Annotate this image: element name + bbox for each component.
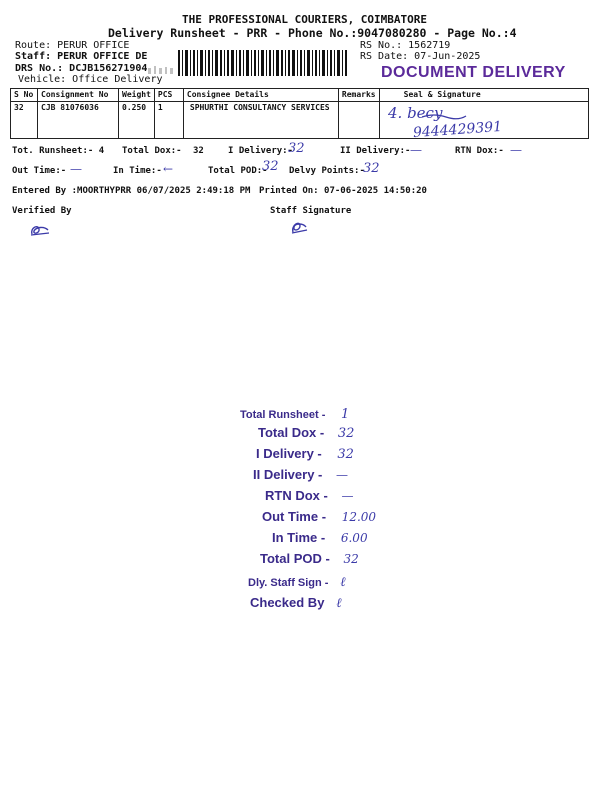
col-sno: S No bbox=[11, 89, 38, 102]
summary-label: II Delivery - bbox=[253, 467, 323, 482]
document-delivery-stamp: DOCUMENT DELIVERY bbox=[381, 64, 566, 81]
row-pcs: 1 bbox=[154, 102, 183, 139]
row-consignment: CJB 81076036 bbox=[38, 102, 119, 139]
summary-stamp-row bbox=[240, 403, 349, 422]
summary-stamp-row bbox=[258, 422, 354, 441]
summary-value: — bbox=[336, 468, 349, 482]
summary-stamp-row bbox=[265, 485, 353, 504]
total-pod-value: 32 bbox=[262, 159, 279, 174]
delvy-points-label: Delvy Points:- bbox=[289, 166, 365, 176]
delvy-points-value: 32 bbox=[363, 161, 380, 176]
summary-stamp-row bbox=[262, 506, 376, 525]
col-weight: Weight bbox=[119, 89, 155, 102]
summary-label: In Time - bbox=[272, 530, 326, 545]
rtn-dox-label: RTN Dox:- bbox=[455, 146, 504, 156]
in-time-label: In Time:- bbox=[113, 166, 162, 176]
summary-value: ℓ bbox=[340, 575, 346, 590]
total-dox-value: 32 bbox=[193, 146, 204, 156]
seal-handwritten-phone: 9444429391 bbox=[412, 118, 503, 142]
in-time-value: ← bbox=[163, 162, 174, 176]
summary-value: 32 bbox=[343, 552, 359, 566]
summary-label: Total Runsheet - bbox=[240, 409, 326, 421]
summary-value: 6.00 bbox=[340, 531, 368, 545]
verified-signature-icon bbox=[28, 222, 52, 238]
summary-stamp-row bbox=[260, 548, 359, 567]
staff-signature-icon bbox=[288, 218, 310, 236]
i-delivery-value: 32 bbox=[288, 141, 305, 156]
barcode-icon bbox=[148, 50, 358, 76]
col-remarks: Remarks bbox=[338, 89, 379, 102]
summary-value: 32 bbox=[337, 447, 354, 462]
summary-label: Total POD - bbox=[260, 551, 330, 566]
i-delivery-label: I Delivery:- bbox=[228, 146, 294, 156]
summary-stamp-row bbox=[272, 527, 368, 546]
col-consignment: Consignment No bbox=[38, 89, 119, 102]
summary-label: Out Time - bbox=[262, 509, 327, 524]
summary-stamp-row bbox=[250, 592, 341, 611]
total-dox-label: Total Dox:- bbox=[122, 146, 182, 156]
seal-underline-icon bbox=[420, 112, 468, 120]
entered-by: Entered By :MOORTHYPRR 06/07/2025 2:49:18 PM bbox=[12, 186, 251, 196]
summary-value: ℓ bbox=[336, 596, 342, 611]
row-weight: 0.250 bbox=[119, 102, 155, 139]
row-remarks bbox=[338, 102, 379, 139]
runsheet-title: Delivery Runsheet - PRR - Phone No.:9047080280 - Page No.:4 bbox=[108, 26, 517, 40]
printed-on: Printed On: 07-06-2025 14:50:20 bbox=[259, 186, 427, 196]
summary-stamp-row bbox=[256, 443, 354, 462]
tot-runsheet: Tot. Runsheet:- 4 bbox=[12, 146, 105, 156]
staff-signature-label: Staff Signature bbox=[270, 206, 352, 216]
verified-by-label: Verified By bbox=[12, 206, 72, 216]
summary-value: — bbox=[341, 489, 354, 503]
rtn-dox-value: — bbox=[510, 143, 522, 157]
summary-label: Dly. Staff Sign - bbox=[248, 577, 329, 589]
out-time-label: Out Time:- bbox=[12, 166, 67, 176]
staff-label: Staff: PERUR OFFICE DE bbox=[15, 51, 148, 62]
route-label: Route: PERUR OFFICE bbox=[15, 40, 130, 51]
summary-value: 1 bbox=[341, 407, 350, 422]
summary-label: I Delivery - bbox=[256, 446, 322, 461]
summary-label: Checked By bbox=[250, 595, 325, 610]
table-header-row bbox=[11, 89, 589, 102]
company-name: THE PROFESSIONAL COURIERS, COIMBATORE bbox=[182, 13, 428, 26]
ii-delivery-label: II Delivery:- bbox=[340, 146, 411, 156]
col-seal: Seal & Signature bbox=[379, 89, 588, 102]
col-consignee: Consignee Details bbox=[183, 89, 338, 102]
ii-delivery-value: — bbox=[410, 143, 422, 157]
seal-handwritten-name: 4. becy bbox=[388, 104, 443, 122]
row-consignee: SPHURTHI CONSULTANCY SERVICES bbox=[183, 102, 338, 139]
summary-stamp-row bbox=[248, 571, 346, 590]
out-time-value: — bbox=[70, 162, 82, 176]
summary-label: Total Dox - bbox=[258, 425, 325, 440]
rs-number: RS No.: 1562719 bbox=[360, 40, 451, 51]
summary-label: RTN Dox - bbox=[265, 488, 328, 503]
summary-value: 12.00 bbox=[341, 510, 377, 524]
summary-stamp-row bbox=[253, 464, 348, 483]
total-pod-label: Total POD:- bbox=[208, 166, 268, 176]
row-sno: 32 bbox=[11, 102, 38, 139]
summary-value: 32 bbox=[337, 426, 355, 441]
drs-number: DRS No.: DCJB156271904 bbox=[15, 63, 148, 74]
vehicle-label: Vehicle: Office Delivery bbox=[18, 74, 163, 85]
col-pcs: PCS bbox=[154, 89, 183, 102]
rs-date: RS Date: 07-Jun-2025 bbox=[360, 51, 481, 62]
